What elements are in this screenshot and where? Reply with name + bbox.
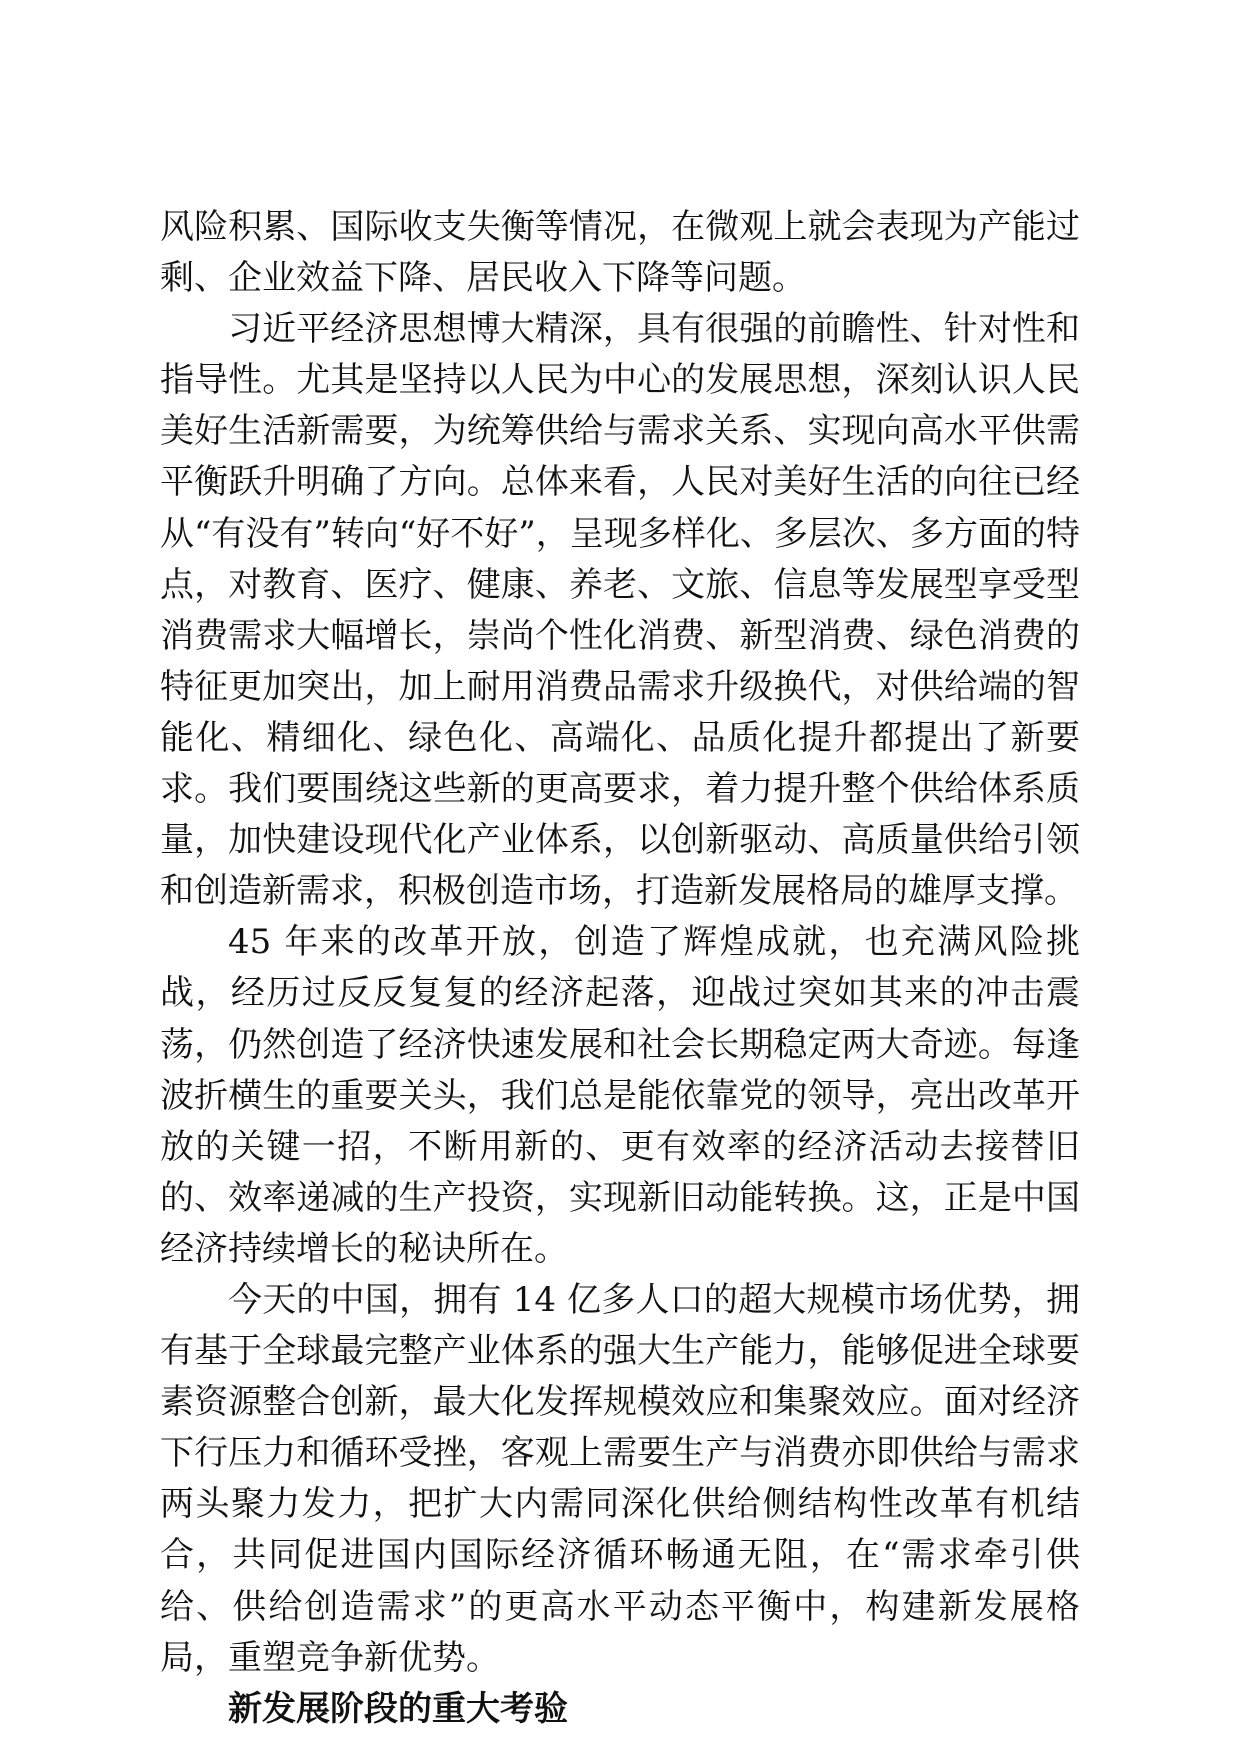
- paragraph-xi-economic-thought: 习近平经济思想博大精深，具有很强的前瞻性、针对性和指导性。尤其是坚持以人民为中心的发展思想，深刻认识人民美好生活新需要，为统筹供给与需求关系、实现向高水平供需平衡跃升明确了方向。总体来看，人民对美好生活的向往已经从“有没有”转向“好不好”，呈现多样化、多层次、多方面的特点，对教育、医疗、健康、养老、文旅、信息等发展型享受型消费需求大幅增长，崇尚个性化消费、新型消费、绿色消费的特征更加突出，加上耐用消费品需求升级换代，对供给端的智能化、精细化、绿色化、高端化、品质化提升都提出了新要求。我们要围绕这些新的更高要求，着力提升整个供给体系质量，加快建设现代化产业体系，以创新驱动、高质量供给引领和创造新需求，积极创造市场，打造新发展格局的雄厚支撑。: [160, 309, 1080, 912]
- section-heading: 新发展阶段的重大考验: [228, 1688, 568, 1729]
- paragraph-reform-opening: 45 年来的改革开放，创造了辉煌成就，也充满风险挑战，经历过反反复复的经济起落，迎战过突如其来的冲击震荡，仍然创造了经济快速发展和社会长期稳定两大奇迹。每逢波折横生的重要关头，我们总是能依靠党的领导，亮出改革开放的关键一招，不断用新的、更有效率的经济活动去接替旧的、效率递减的生产投资，实现新旧动能转换。这，正是中国经济持续增长的秘诀所在。: [160, 922, 1080, 1269]
- paragraph-china-today: 今天的中国，拥有 14 亿多人口的超大规模市场优势，拥有基于全球最完整产业体系的强大生产能力，能够促进全球要素资源整合创新，最大化发挥规模效应和集聚效应。面对经济下行压力和循环受挫，客观上需要生产与消费亦即供给与需求两头聚力发力，把扩大内需同深化供给侧结构性改革有机结合，共同促进国内国际经济循环畅通无阻，在“需求牵引供给、供给创造需求”的更高水平动态平衡中，构建新发展格局，重塑竞争新优势。: [160, 1279, 1080, 1678]
- paragraph-continuation: 风险积累、国际收支失衡等情况，在微观上就会表现为产能过剩、企业效益下降、居民收入下降等问题。: [160, 207, 1080, 299]
- document-body: [160, 202, 1080, 1735]
